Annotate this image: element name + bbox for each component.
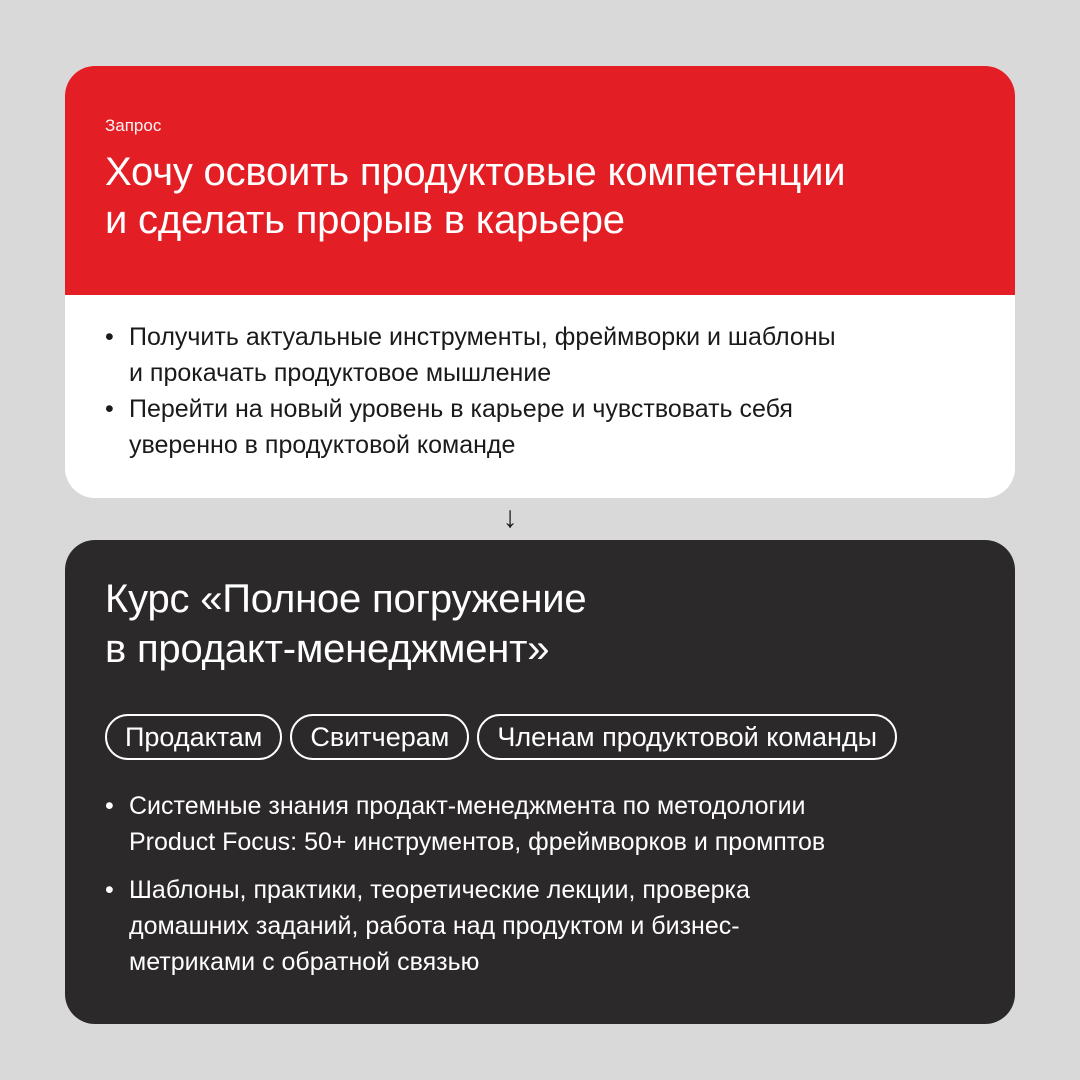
request-body — [65, 295, 1015, 463]
tag-team-members: Членам продуктовой команды — [477, 714, 897, 760]
course-bullet-1: • Системные знания продакт-менеджмента по методологии Product Focus: 50+ инструментов, фреймворков и промптов — [105, 788, 975, 860]
request-bullet-list — [105, 319, 975, 463]
arrow-down-icon: ↓ — [502, 501, 518, 534]
request-label: Запрос — [105, 116, 162, 135]
tag-product-managers: Продактам — [105, 714, 282, 760]
course-card — [65, 540, 1015, 1024]
course-bullet-2: • Шаблоны, практики, теоретические лекции, проверка домашних заданий, работа над продуктом и бизнес- метриками с обратной связью — [105, 872, 975, 980]
request-card — [65, 66, 1015, 498]
request-header — [65, 66, 1015, 295]
tag-switchers: Свитчерам — [290, 714, 469, 760]
course-title: Курс «Полное погружение в продакт-менеджмент» — [105, 577, 587, 671]
audience-tags — [105, 714, 975, 760]
course-bullet-list — [105, 788, 975, 980]
request-bullet-1: • Получить актуальные инструменты, фреймворки и шаблоны и прокачать продуктовое мышление — [105, 319, 975, 391]
request-bullet-2: • Перейти на новый уровень в карьере и чувствовать себя уверенно в продуктовой команде — [105, 391, 975, 463]
request-title: Хочу освоить продуктовые компетенции и сделать прорыв в карьере — [105, 150, 846, 242]
